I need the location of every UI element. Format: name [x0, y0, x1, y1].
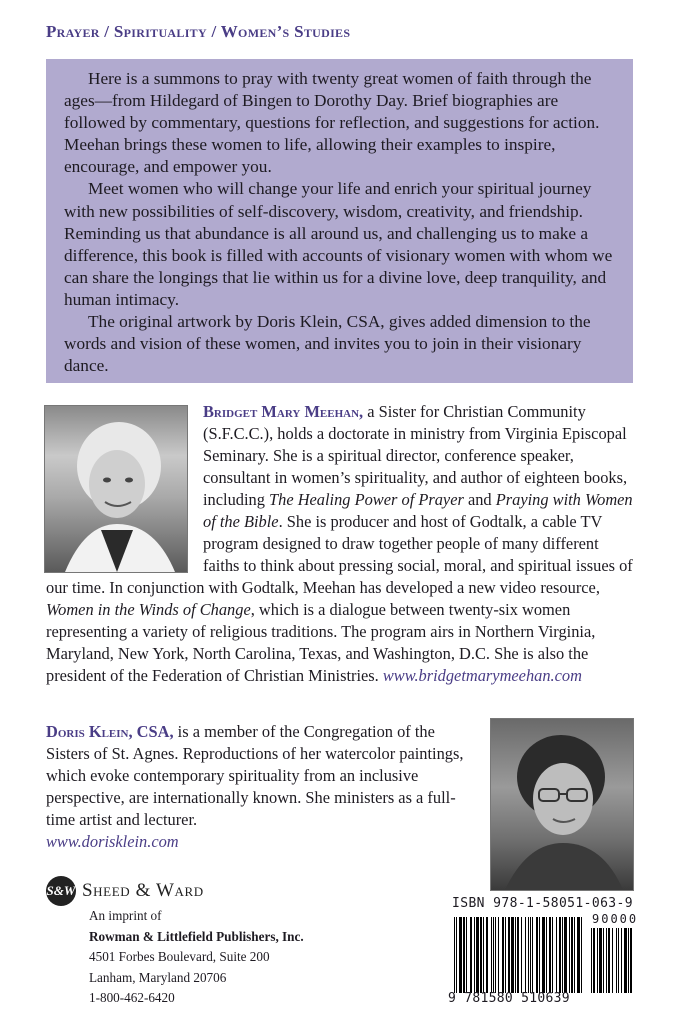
bio-text: , which is a dialogue between twenty-six women representing a variety of religious traditions. The program airs in Northern Virginia, Maryland, New York, North Carolina, Texas, and Washington, D.C. She is also the president of the Federation of Christian Ministries. — [46, 600, 596, 685]
barcode — [446, 893, 639, 1016]
addon-bars — [591, 928, 633, 993]
category-heading: Prayer / Spirituality / Women’s Studies — [46, 22, 351, 41]
bio-text: . She is producer and host of Godtalk, a cable TV program designed to draw together people of many different faiths to think about pressing social, moral, and spiritual issues of our time. In conjunction with Godtalk, Meehan has developed a new video resource, — [46, 512, 633, 597]
bio-klein — [46, 721, 636, 896]
book-title: Praying with Women of the Bible — [203, 490, 633, 531]
bio-text: is a member of the Congregation of the Sisters of St. Agnes. Reproductions of her watercolor paintings, which evoke contemporary spirituality from an inclusive perspective, are internationally known. She ministers as a full-time artist and lecturer. — [46, 722, 464, 829]
price-addon-number: 90000 — [592, 912, 639, 926]
bio-text: and — [463, 490, 496, 509]
blurb-paragraph: The original artwork by Doris Klein, CSA, gives added dimension to the words and vision of these women, and invites you to join in their visionary dance. — [64, 312, 591, 376]
publisher-info — [89, 906, 304, 1009]
address-line: Lanham, Maryland 20706 — [89, 969, 227, 985]
author-name-meehan: Bridget Mary Meehan, — [203, 402, 364, 421]
imprint-line: An imprint of — [89, 908, 162, 923]
barcode-number: 9 781580 510639 — [448, 991, 570, 1006]
author-name-klein: Doris Klein, CSA, — [46, 722, 174, 741]
barcode-bars — [454, 917, 588, 993]
address-line: 4501 Forbes Boulevard, Suite 200 — [89, 949, 270, 964]
website-link-klein[interactable]: www.dorisklein.com — [46, 832, 179, 851]
website-link-meehan[interactable]: www.bridgetmarymeehan.com — [382, 666, 582, 685]
parent-publisher: Rowman & Littlefield Publishers, Inc. — [89, 928, 304, 944]
publisher-name: Sheed & Ward — [82, 880, 204, 901]
blurb-paragraph: Meet women who will change your life and enrich your spiritual journey with new possibilities of self-discovery, wisdom, creativity, and friendship. Reminding us that abundance is all around us, and challenging us to make a difference, this book is filled with accounts of visionary women with whom we can share the longings that lie within us for a divine love, deep tranquility, and human intimacy. — [64, 179, 613, 309]
video-title: Women in the Winds of Change — [46, 600, 251, 619]
phone-number: 1-800-462-6420 — [89, 990, 175, 1005]
blurb-paragraph: Here is a summons to pray with twenty great women of faith through the ages—from Hildegard of Bingen to Dorothy Day. Brief biographies are followed by commentary, questions for reflection, and suggestions for action. Meehan brings these women to life, allowing their examples to inspire, encourage, and empower you. — [64, 69, 600, 177]
sheed-ward-logo-icon: S&W — [46, 876, 76, 906]
blurb-box — [46, 59, 633, 383]
book-title: The Healing Power of Prayer — [269, 490, 464, 509]
photo-spacer — [46, 401, 203, 573]
photo-spacer — [480, 721, 636, 896]
bio-text: a Sister for Christian Community (S.F.C.C.), holds a doctorate in ministry from Virginia Episcopal Seminary. She is a spiritual director, conference speaker, consultant in women’s spirituality, and author of eighteen books, including — [203, 402, 628, 509]
bio-meehan — [46, 401, 636, 687]
isbn-text: ISBN 978-1-58051-063-9 — [452, 896, 633, 911]
publisher-logo — [46, 876, 204, 906]
